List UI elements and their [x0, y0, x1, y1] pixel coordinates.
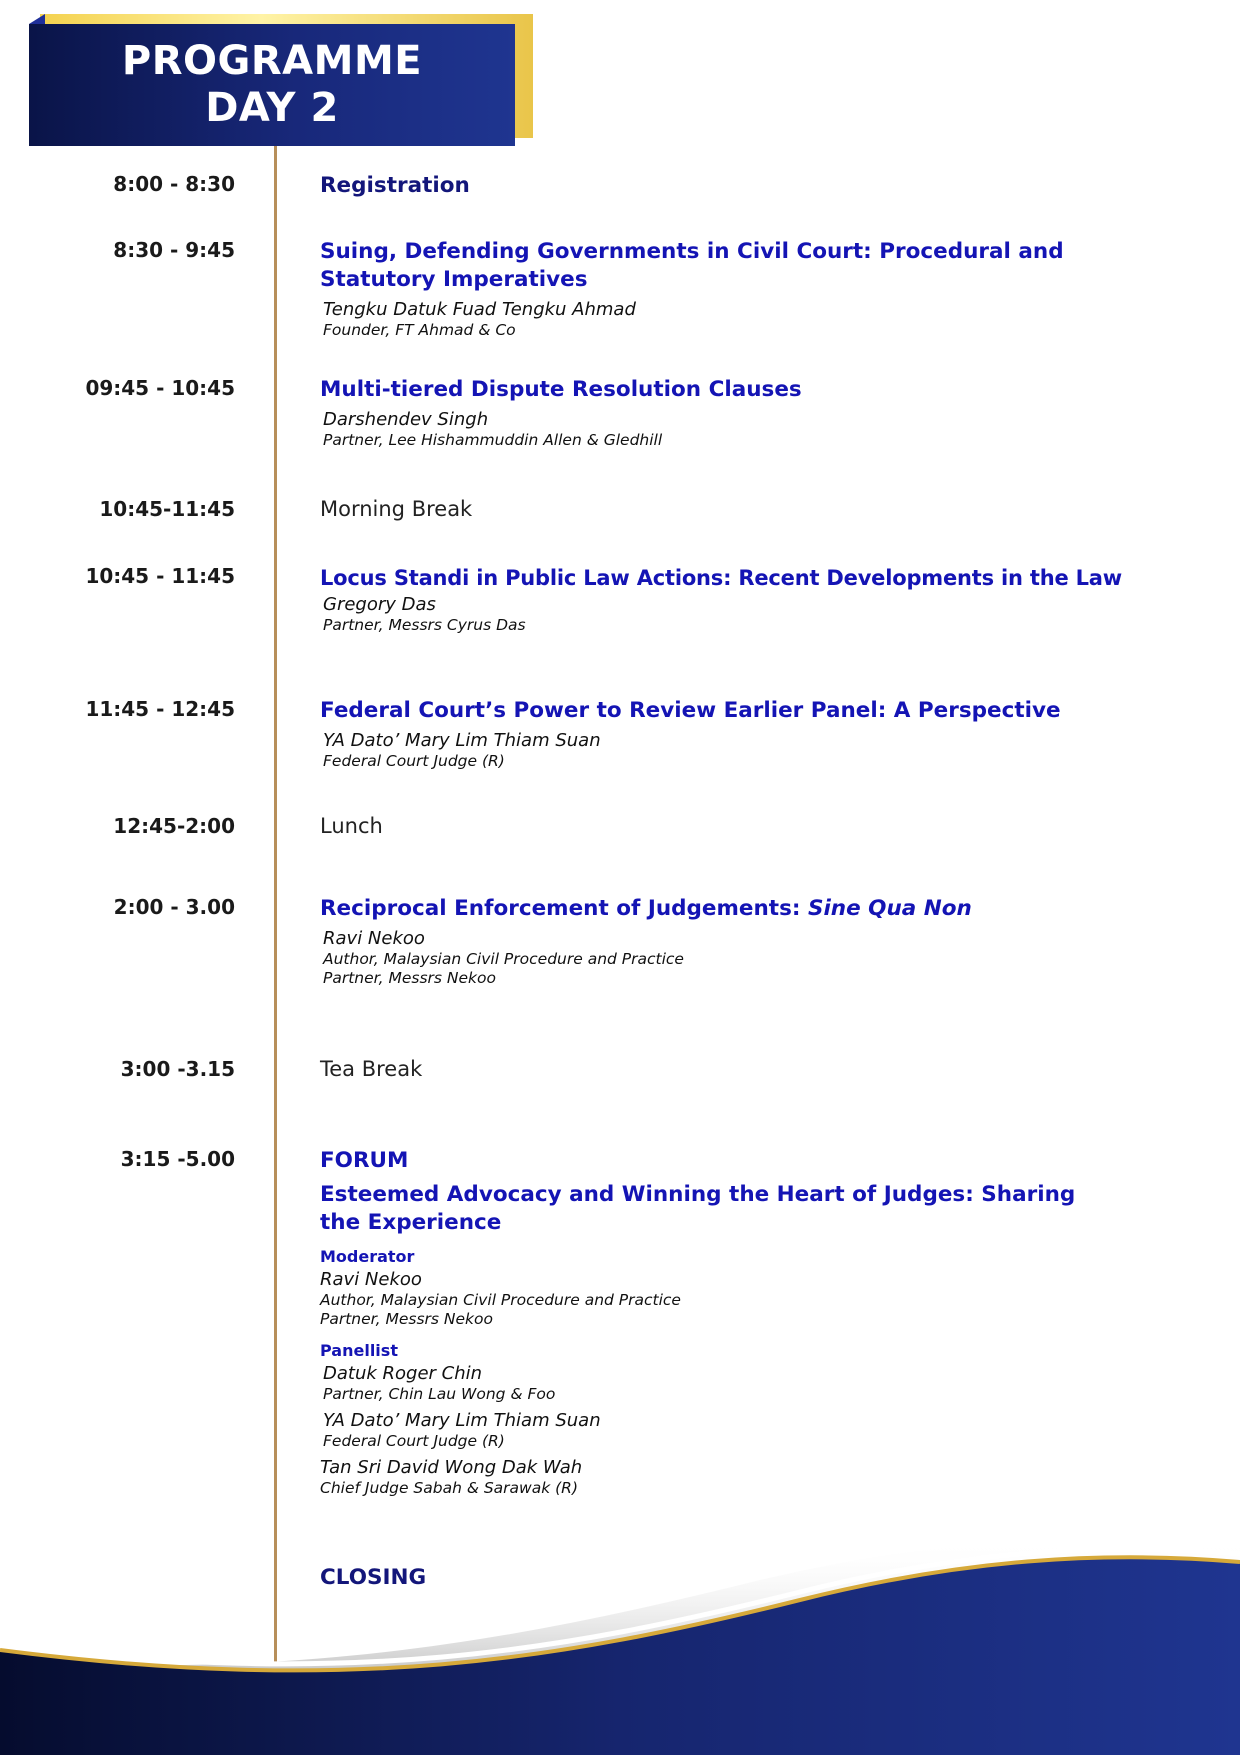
session-time: 3:00 -3.15: [120, 1057, 235, 1081]
speaker-name: YA Dato’ Mary Lim Thiam Suan: [323, 730, 601, 751]
speaker-role: Federal Court Judge (R): [323, 752, 505, 770]
session-title: Registration: [320, 173, 470, 198]
session-title-italic: Sine Qua Non: [807, 896, 972, 921]
speaker-role: Author, Malaysian Civil Procedure and Practice: [323, 950, 684, 968]
panellist-role: Partner, Chin Lau Wong & Foo: [323, 1385, 556, 1403]
break-label: Tea Break: [320, 1057, 423, 1081]
forum-kicker: FORUM: [320, 1148, 409, 1173]
speaker-name: Darshendev Singh: [323, 409, 489, 430]
speaker-name: Gregory Das: [323, 594, 436, 615]
session-time: 8:30 - 9:45: [113, 238, 235, 262]
speaker-name: Ravi Nekoo: [323, 928, 425, 949]
session-title: Locus Standi in Public Law Actions: Recent Developments in the Law: [320, 566, 1122, 590]
panellist-name: Datuk Roger Chin: [323, 1363, 483, 1384]
header-banner-corner: [29, 14, 45, 24]
speaker-role: Partner, Messrs Cyrus Das: [323, 616, 526, 634]
speaker-role: Partner, Lee Hishammuddin Allen & Gledhill: [323, 431, 663, 449]
speaker-name: Tengku Datuk Fuad Tengku Ahmad: [323, 299, 636, 320]
speaker-role: Founder, FT Ahmad & Co: [323, 321, 516, 339]
session-time: 8:00 - 8:30: [113, 172, 235, 196]
session-time: 2:00 - 3.00: [113, 895, 235, 919]
session-time: 12:45-2:00: [113, 814, 235, 838]
session-title: Esteemed Advocacy and Winning the Heart of Judges: Sharing the Experience: [320, 1182, 1076, 1235]
session-title-main: Reciprocal Enforcement of Judgements:: [320, 896, 808, 921]
session-title: Federal Court’s Power to Review Earlier Panel: A Perspective: [320, 698, 1061, 723]
panellist-name: Tan Sri David Wong Dak Wah: [320, 1457, 583, 1478]
session-time: 09:45 - 10:45: [85, 376, 235, 400]
speaker-role-secondary: Partner, Messrs Nekoo: [323, 969, 496, 987]
panellist-label: Panellist: [320, 1341, 398, 1360]
break-label: Lunch: [320, 814, 383, 838]
page-title-line1: PROGRAMME: [121, 38, 423, 84]
session-time: 11:45 - 12:45: [85, 697, 235, 721]
panellist-role: Chief Judge Sabah & Sarawak (R): [320, 1479, 578, 1497]
session-title: [320, 895, 1220, 923]
panellist-name: YA Dato’ Mary Lim Thiam Suan: [323, 1410, 601, 1431]
moderator-name: Ravi Nekoo: [320, 1269, 422, 1290]
moderator-role-secondary: Partner, Messrs Nekoo: [320, 1310, 493, 1328]
break-label: Morning Break: [320, 497, 473, 521]
session-title: Multi-tiered Dispute Resolution Clauses: [320, 377, 802, 402]
moderator-label: Moderator: [320, 1247, 415, 1266]
session-time: 10:45-11:45: [99, 497, 235, 521]
moderator-role: Author, Malaysian Civil Procedure and Practice: [320, 1291, 681, 1309]
timeline-divider: [274, 146, 277, 1666]
header-banner: [29, 24, 515, 146]
page-title-line2: DAY 2: [205, 85, 339, 131]
session-time: 3:15 -5.00: [120, 1147, 235, 1171]
panellist-role: Federal Court Judge (R): [323, 1432, 505, 1450]
session-time: 10:45 - 11:45: [85, 564, 235, 588]
session-title: Suing, Defending Governments in Civil Court: Procedural and Statutory Imperatives: [320, 239, 1064, 292]
footer-wave: [0, 1520, 1240, 1755]
closing-label: CLOSING: [320, 1565, 427, 1590]
